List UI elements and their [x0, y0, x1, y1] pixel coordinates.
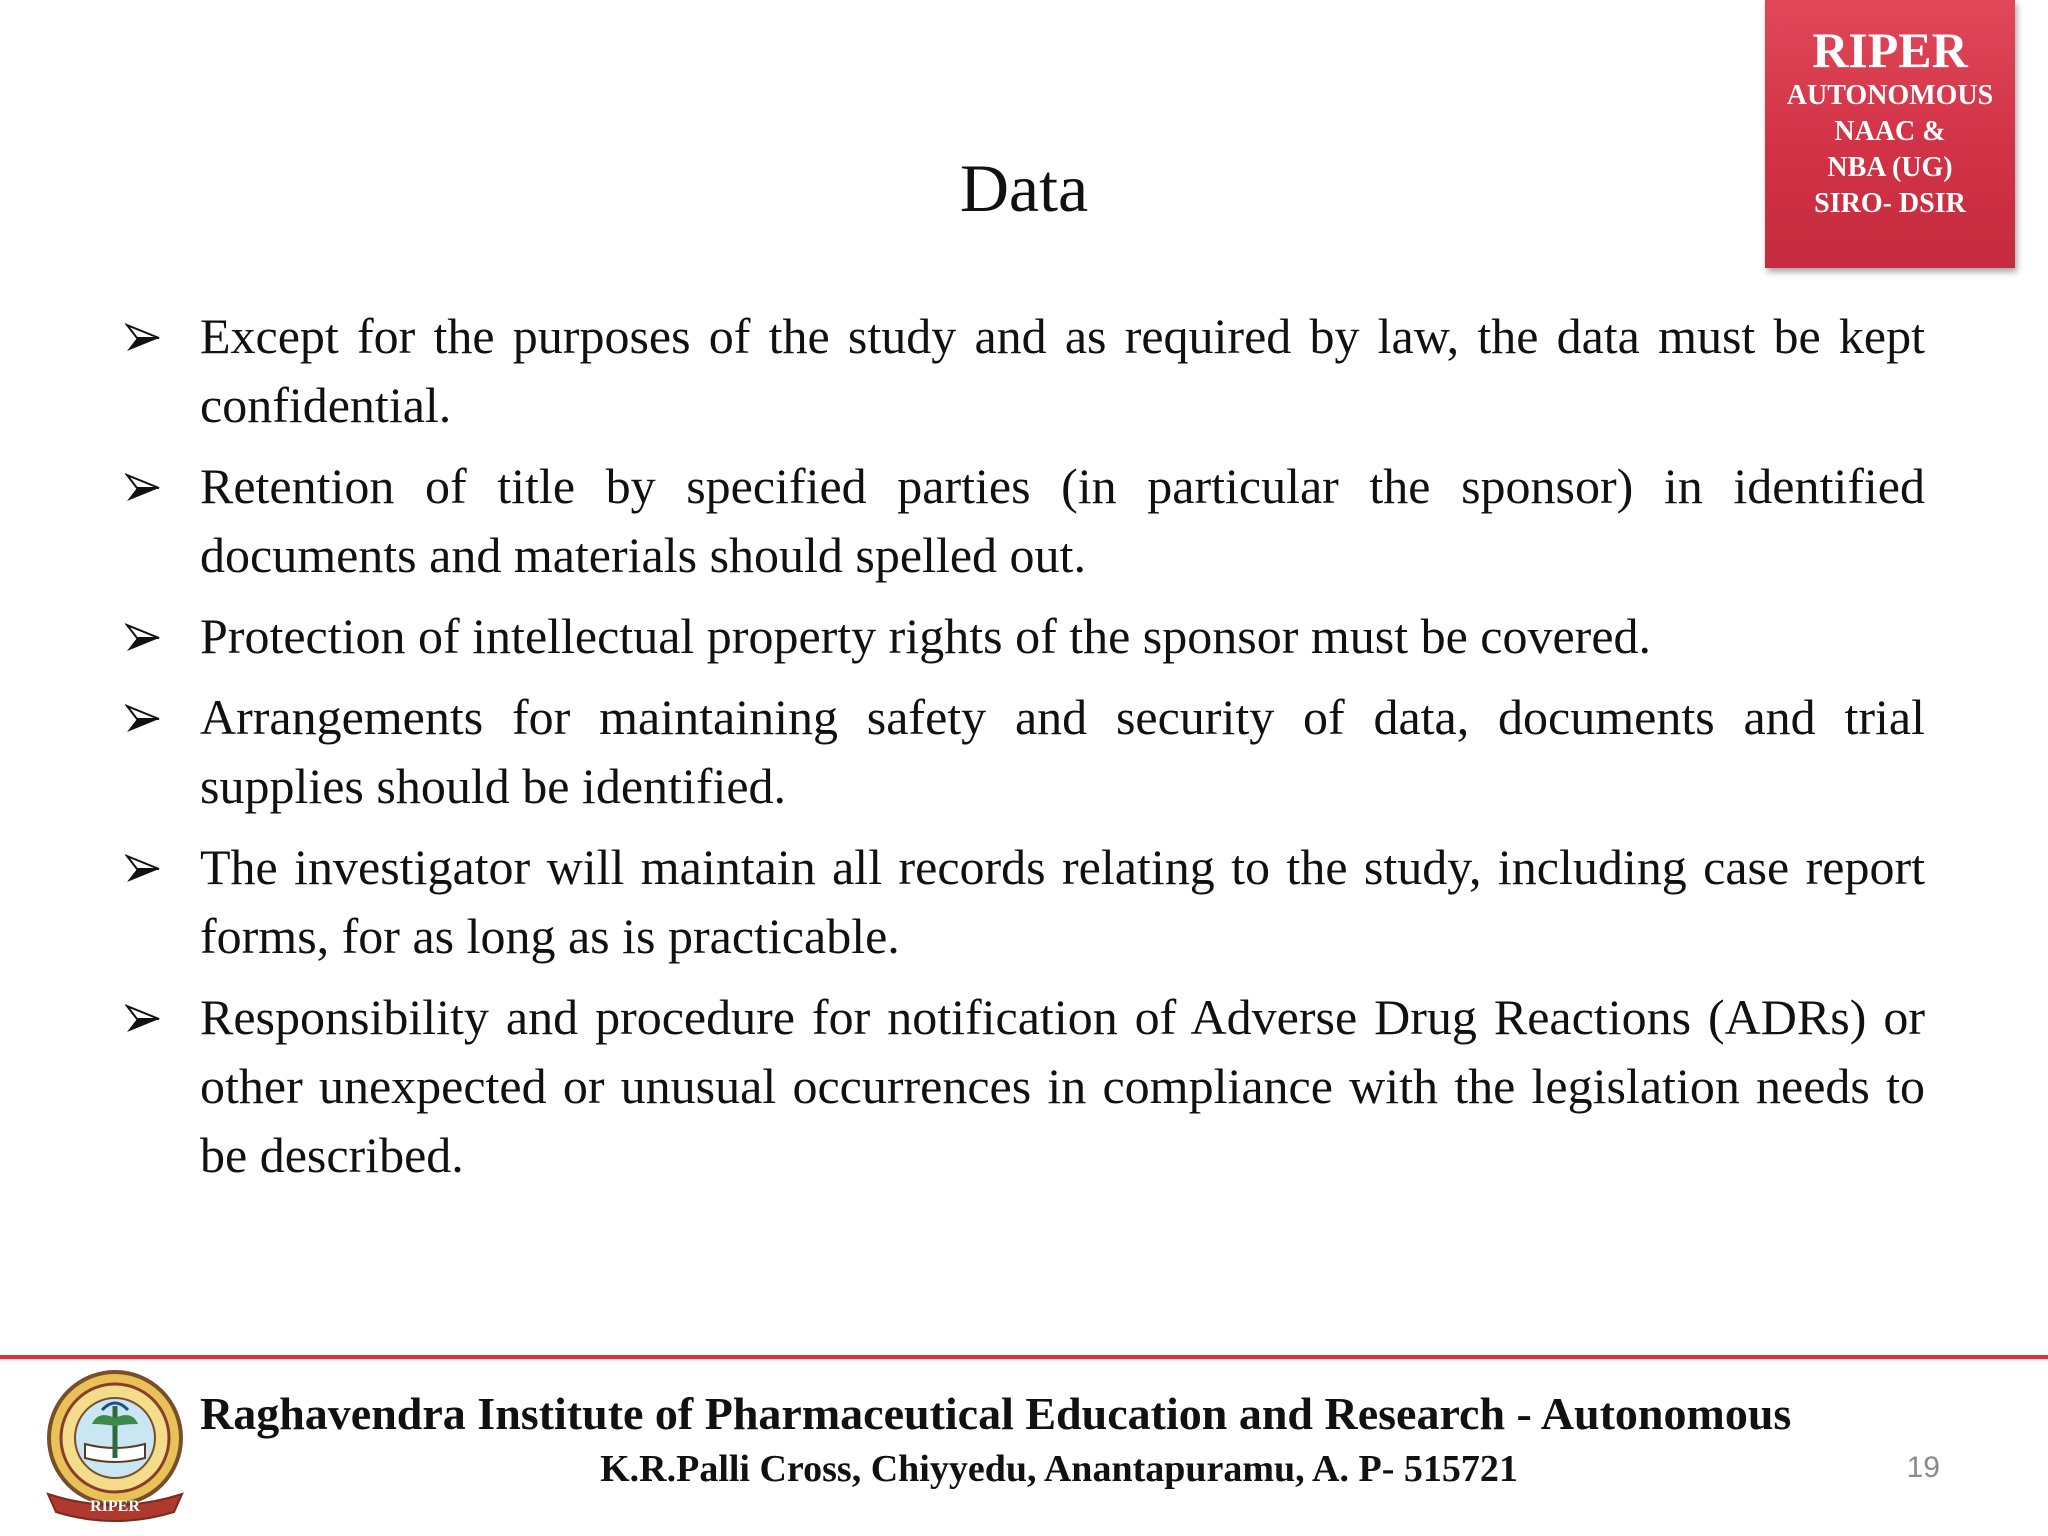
badge-line-nba: NBA (UG) [1827, 152, 1953, 183]
arrow-bullet-icon [125, 473, 161, 503]
page-number: 19 [1906, 1451, 1940, 1484]
bullet-item [125, 602, 1925, 671]
logo-ribbon-text: RIPER [90, 1498, 140, 1515]
bullet-text: Except for the purposes of the study and as required by law, the data must be kept confidential. [200, 308, 1925, 433]
bullet-list [125, 302, 1925, 1202]
badge-line-naac: NAAC & [1834, 116, 1946, 147]
slide-title: Data [959, 150, 1089, 226]
bullet-text: The investigator will maintain all records relating to the study, including case report forms, for as long as is practicable. [200, 839, 1925, 964]
arrow-bullet-icon [125, 854, 161, 884]
bullet-item [125, 683, 1925, 821]
institute-name: Raghavendra Institute of Pharmaceutical Education and Research - Autonomous [200, 1388, 1792, 1439]
bullet-item [125, 833, 1925, 971]
arrow-bullet-icon [125, 704, 161, 734]
bullet-text: Retention of title by specified parties (in particular the sponsor) in identified documents and materials should spelled out. [200, 458, 1925, 583]
bullet-text: Protection of intellectual property rights of the sponsor must be covered. [200, 608, 1652, 664]
bullet-text: Responsibility and procedure for notification of Adverse Drug Reactions (ADRs) or other unexpected or unusual occurrences in compliance with the legislation needs to be described. [200, 989, 1925, 1183]
bullet-text: Arrangements for maintaining safety and security of data, documents and trial supplies should be identified. [200, 689, 1925, 814]
bullet-item [125, 983, 1925, 1190]
footer-divider-shadow [0, 1359, 2048, 1362]
badge-line-siro: SIRO- DSIR [1814, 188, 1966, 219]
institute-address: K.R.Palli Cross, Chiyyedu, Anantapuramu, A. P- 515721 [600, 1448, 1518, 1490]
arrow-bullet-icon [125, 323, 161, 353]
badge-title: RIPER [1812, 22, 1968, 78]
badge-line-autonomous: AUTONOMOUS [1786, 80, 1994, 111]
arrow-bullet-icon [125, 623, 161, 653]
bullet-item [125, 452, 1925, 590]
bullet-item [125, 302, 1925, 440]
arrow-bullet-icon [125, 1004, 161, 1034]
